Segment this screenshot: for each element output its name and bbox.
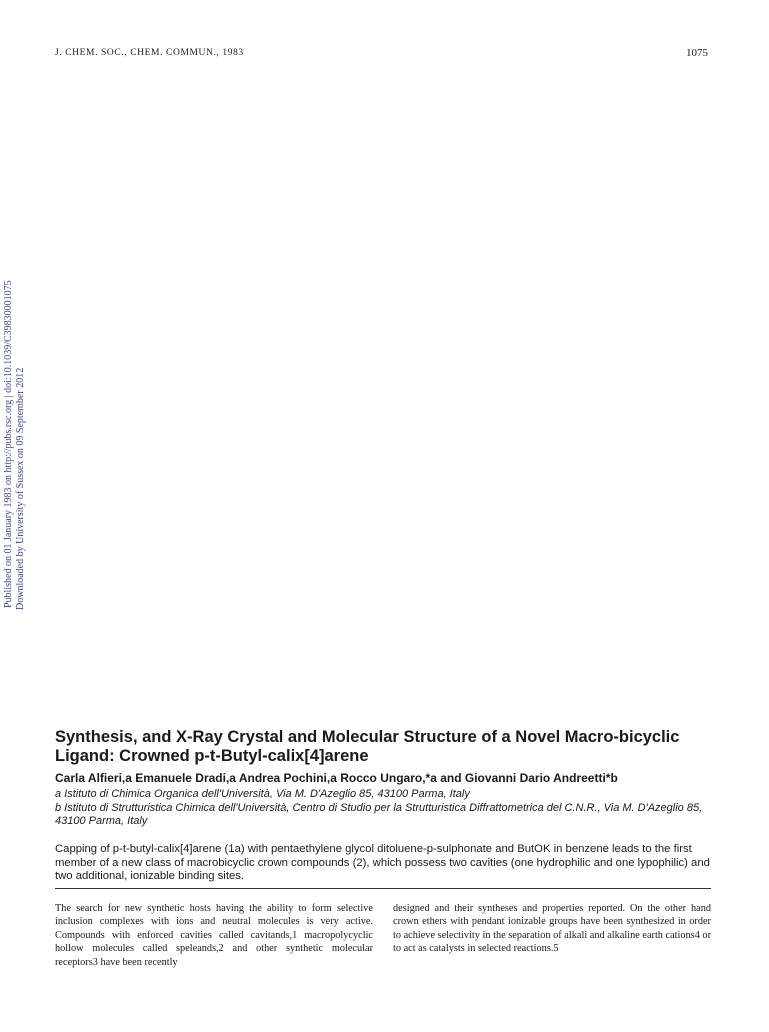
author-list: Carla Alfieri,a Emanuele Dradi,a Andrea Pochini,a Rocco Ungaro,*a and Giovanni Dario Andreetti*b	[55, 771, 618, 785]
page-number: 1075	[686, 47, 708, 59]
side-note-published: Published on 01 January 1983 on http://pubs.rsc.org | doi:10.1039/C39830001075	[3, 280, 14, 608]
body-column-left: The search for new synthetic hosts having the ability to form selective inclusion complexes with ions and neutral molecules is very active. Compounds with enforced cavities called cavitands,1 macropolycyclic hollow molecules called speleands,2 and other synthetic molecular receptors3 have been recently	[55, 903, 373, 968]
body-column-right: designed and their syntheses and properties reported. On the other hand crown ethers with pendant ionizable groups have been synthesized in order to achieve selectivity in the separation of alkali and alkaline earth cations4 or to act as catalysts in selected reactions.5	[393, 903, 711, 955]
affiliation-b: b Istituto di Strutturistica Chimica dell'Università, Centro di Studio per la Strutturistica Diffrattometrica del C.N.R., Via M. D'Azeglio 85, 43100 Parma, Italy	[55, 802, 703, 827]
running-header-journal: J. CHEM. SOC., CHEM. COMMUN., 1983	[55, 48, 244, 58]
affiliation-a: a Istituto di Chimica Organica dell'Università, Via M. D'Azeglio 85, 43100 Parma, Italy	[55, 788, 470, 800]
article-title: Synthesis, and X-Ray Crystal and Molecular Structure of a Novel Macro-bicyclic Ligand: Crowned p-t-Butyl-calix[4]arene	[55, 728, 680, 765]
side-note-downloaded: Downloaded by University of Sussex on 09 September 2012	[15, 367, 26, 610]
section-divider	[55, 888, 711, 889]
abstract: Capping of p-t-butyl-calix[4]arene (1a) with pentaethylene glycol ditoluene-p-sulphonate and ButOK in benzene leads to the first member of a new class of macrobicyclic crown compounds (2), which possess two cavities (one hydrophilic and one lypophilic) and two additional, ionizable binding sites.	[55, 843, 710, 882]
